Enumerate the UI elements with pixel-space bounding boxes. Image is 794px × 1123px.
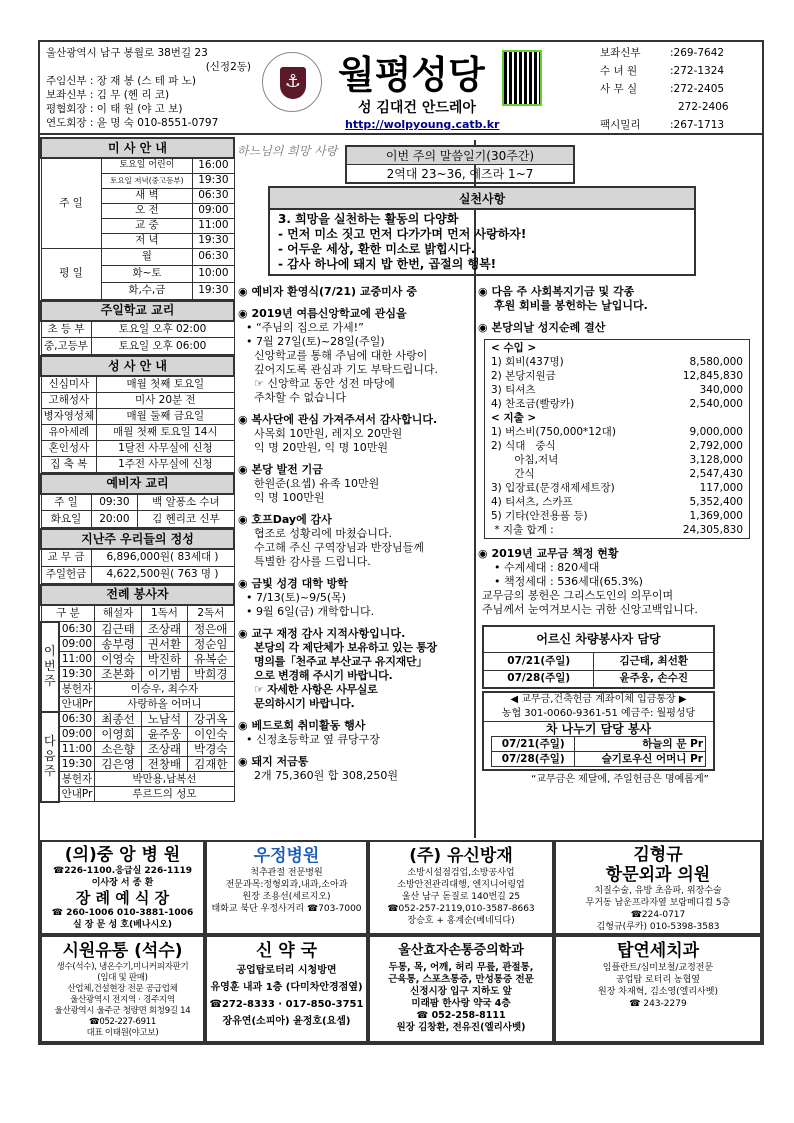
- notice-line: ☞ 자세한 사항은 사무실로: [254, 683, 378, 696]
- cell: 8,580,000: [689, 355, 743, 368]
- cell: * 지출 합계 :: [491, 523, 554, 536]
- notice-line: • 신정초등학교 옆 큐당구장: [246, 733, 380, 746]
- ad-line: (임대 및 판매): [97, 973, 148, 983]
- sunday-school-table: [40, 300, 235, 356]
- cell: 토요일 저녁(중고등부): [101, 173, 193, 188]
- ad-line: 이사장 서 종 환: [91, 878, 154, 888]
- cell: 저 녁: [101, 233, 193, 248]
- ad-line: 울산광역시 전지역 · 경주지역: [70, 995, 175, 1005]
- cell: 19:30: [193, 233, 234, 248]
- ad-name: 신 약 국: [255, 941, 318, 961]
- ad-line: ☎226-1100.응급실 226-1119: [53, 866, 192, 876]
- cell: 주일헌금: [41, 566, 91, 583]
- tithe-notice: [478, 547, 762, 617]
- church-logo: [262, 52, 322, 112]
- cell: 김근태, 최선환: [594, 652, 714, 670]
- practice-line: - 먼저 미소 짓고 먼저 다가가며 먼저 사랑하자!: [278, 227, 527, 241]
- practice-line: - 감사 하나에 돼지 밥 한번, 곱절의 행복!: [278, 257, 497, 271]
- ad-line: 산업체,건설현장 전문 공급업체: [67, 984, 178, 994]
- cell: 윤주웅: [141, 727, 187, 742]
- cell: 혼인성사: [41, 440, 97, 456]
- cell: 이승우, 최수자: [95, 682, 234, 697]
- header: [40, 42, 762, 135]
- cell: 신심미사: [41, 376, 97, 392]
- notice-line: 으로 변경해 주시기 바랍니다.: [254, 669, 393, 682]
- notice-item: [238, 307, 474, 405]
- word-box: [345, 145, 575, 184]
- ad-line: 소방안전관리대행, 엔지니어링업: [397, 880, 525, 890]
- notice-item: [238, 285, 474, 299]
- cell: 봉헌자: [59, 772, 95, 787]
- top-yonsei-dental-ad[interactable]: [554, 935, 762, 1043]
- kim-proctology-ad[interactable]: [554, 840, 762, 935]
- ad-line: 원장 조용선(세르지오): [242, 892, 331, 902]
- liturgy-table: [40, 584, 235, 803]
- jungang-hospital-ad[interactable]: [40, 840, 205, 935]
- notice-item: [238, 513, 474, 569]
- church-patron: 성 김대건 안드레아: [358, 100, 476, 116]
- cell: 김은영: [95, 757, 141, 772]
- welfare-notice: [478, 285, 762, 313]
- cell: 병자영성체: [41, 408, 97, 424]
- cell: 송부령: [95, 637, 141, 652]
- section-title: 어르신 차량봉사자 담당: [483, 626, 714, 652]
- offering-table: [40, 528, 235, 584]
- church-title: 월평성당: [338, 53, 485, 97]
- cell: 교 무 금: [41, 549, 91, 566]
- notice-title: ◉ 다음 주 사회복지기금 및 각종: [478, 285, 762, 299]
- cell: 2) 본당지원금: [491, 369, 556, 382]
- notice-item: [238, 627, 474, 711]
- cell: 16:00: [193, 158, 234, 173]
- cell: 유복순: [188, 652, 234, 667]
- ad-line: 치질수술, 유방 초음파, 위장수술: [594, 886, 722, 896]
- notice-line: • 7월 27일(토)~28일(주일): [246, 335, 385, 348]
- ad-name: 울산효자손통증의학과: [398, 943, 524, 958]
- cell: 117,000: [699, 481, 743, 494]
- cell: 토요일 어린이: [101, 158, 193, 173]
- cell: 아침,저녁: [491, 453, 559, 466]
- cell: 07/28(주일): [492, 752, 575, 767]
- cell: 2,547,430: [689, 467, 743, 480]
- cell: 사랑하올 어머니: [95, 697, 234, 712]
- ad-line: 유영훈 내과 1층 (다미차안경점옆): [210, 982, 363, 993]
- ad-line: ☎ 260-1006 010-3881-1006: [51, 908, 194, 918]
- ledger-heading: < 수입 >: [491, 341, 537, 354]
- ad-line: 근육통, 스포츠통증, 만성통증 전문: [388, 974, 534, 985]
- notices-column: [238, 285, 474, 791]
- ad-name-secondary: 장 례 예 식 장: [75, 889, 170, 907]
- row-label: 평 일: [41, 248, 101, 299]
- ad-name: (주) 유신방재: [409, 846, 513, 866]
- notice-line: 익 명 20만원, 익 명 10만원: [254, 441, 388, 454]
- notice-line: 한원준(요셉) 유족 10만원: [254, 477, 380, 490]
- cell: 전례 봉사자: [41, 585, 234, 605]
- cell: 09:30: [91, 494, 138, 511]
- yushin-fire-ad[interactable]: [368, 840, 554, 935]
- account-box: [482, 691, 715, 771]
- word-label: 이번 주의 말씀일기(30주간): [347, 147, 573, 165]
- woojung-hospital-ad[interactable]: [205, 840, 368, 935]
- notice-title: ◉ 돼지 저금통: [238, 755, 474, 769]
- ad-line: 임플란트/심미보철/교정전문: [602, 963, 714, 973]
- cell: 2독서: [188, 605, 234, 622]
- notice-line: 문의하시기 바랍니다.: [254, 697, 355, 710]
- cell: 토요일 오후 06:00: [91, 338, 234, 355]
- anchor-icon: ⚓: [280, 67, 306, 99]
- cell: 조상래: [141, 742, 187, 757]
- cell: 박희경: [188, 667, 234, 682]
- cell: 간식: [491, 467, 535, 480]
- notice-line: 특별한 감사를 드립니다.: [254, 555, 371, 568]
- cell: 19:30: [193, 173, 234, 188]
- cell: 고해성사: [41, 392, 97, 408]
- ad-name-secondary: 항문외과 의원: [605, 865, 711, 885]
- notice-line: 2개 75,360원 합 308,250원: [254, 769, 398, 782]
- cell: 3,128,000: [689, 453, 743, 466]
- notice-line: 깊어지도록 관심과 기도 부탁드립니다.: [254, 363, 439, 376]
- notice-line: • 7/13(토)~9/5(목): [246, 591, 347, 604]
- notice-line: • 9월 6일(금) 개학합니다.: [246, 605, 375, 618]
- ad-name: 김형규: [633, 845, 683, 865]
- cell: 김근태: [95, 622, 141, 637]
- cell: 매월 둘째 금요일: [97, 408, 234, 424]
- cell: 해설자: [95, 605, 141, 622]
- ad-line: ☎224-0717: [630, 910, 686, 920]
- notice-item: [238, 719, 474, 747]
- cell: 340,000: [699, 383, 743, 396]
- cell: 화요일: [41, 511, 91, 528]
- cell: 강귀옥: [188, 712, 234, 727]
- cell: 봉헌자: [59, 682, 95, 697]
- ad-name: 시원유통 (석수): [62, 941, 183, 961]
- section-title: 미 사 안 내: [41, 138, 234, 158]
- cell: 3) 티셔츠: [491, 383, 536, 396]
- cell: 윤주웅, 손수진: [594, 670, 714, 688]
- cell: 매월 첫째 토요일 14시: [97, 424, 234, 440]
- notice-line: 주차할 수 없습니다: [254, 391, 347, 404]
- cell: 정순임: [188, 637, 234, 652]
- cell: 4) 티셔츠, 스카프: [491, 495, 573, 508]
- cell: 미사 20분 전: [97, 392, 234, 408]
- ad-line: 공업탑 로터리 농협옆: [616, 975, 700, 985]
- ledger-heading: < 지출 >: [491, 411, 537, 424]
- notice-title: ◉ 예비자 환영식(7/21) 교중미사 중: [238, 285, 474, 299]
- phone-row: 보좌신부 : 269-7642: [600, 47, 725, 59]
- siwon-water-ad[interactable]: [40, 935, 205, 1043]
- pilgrimage-notice: [478, 321, 762, 539]
- cell: 권서환: [141, 637, 187, 652]
- ad-line: ☎ 052-258-8111: [416, 1010, 506, 1021]
- ad-line: 원장 김창환, 전유진(엘리사벳): [396, 1022, 526, 1033]
- ad-line: 무거동 남운프라자옆 보람메디컬 5층: [585, 898, 731, 908]
- cell: 11:00: [59, 652, 95, 667]
- ad-line: 장유연(소피아) 윤정호(요셉): [222, 1016, 351, 1027]
- staff-line: 주임신부 : 장 재 봉 (스 테 파 노): [46, 75, 197, 87]
- ad-line: ☎272-8333 · 017-850-3751: [209, 999, 364, 1010]
- phone-row: 272-2406: [678, 101, 729, 113]
- cell: 이기범: [141, 667, 187, 682]
- sacraments-table: [40, 355, 235, 473]
- cell: 새 벽: [101, 188, 193, 203]
- phone-list: [600, 44, 760, 134]
- cell: 12,845,830: [682, 369, 743, 382]
- cell: 2) 식대 중식: [491, 439, 556, 452]
- notice-line: • 수계세대 : 820세대: [494, 561, 600, 574]
- ad-line: 울산 남구 돋질로 140번길 25: [401, 892, 521, 902]
- elder-car-table: [482, 625, 715, 689]
- ad-line: 태화교 북단 우정사거리 ☎703-7000: [211, 904, 362, 914]
- cell: 박만용,남복선: [95, 772, 234, 787]
- ad-line: 김형규(루카) 010-5398-3583: [596, 922, 720, 932]
- cell: 정은애: [188, 622, 234, 637]
- cell: 4) 찬조금(빨랑카): [491, 397, 575, 410]
- cell: 1독서: [141, 605, 187, 622]
- practice-line: - 어두운 세상, 환한 미소로 밝힙시다.: [278, 242, 476, 256]
- tea-table: [491, 736, 706, 767]
- notice-item: [238, 577, 474, 619]
- ad-name: (의)중 앙 병 원: [64, 845, 181, 865]
- notice-line: • 책정세대 : 536세대(65.3%): [494, 575, 643, 588]
- address-line: (신정2동): [205, 61, 251, 73]
- ad-line: 실 장 문 성 호(베나시오): [72, 920, 172, 930]
- hyojason-pain-clinic-ad[interactable]: [368, 935, 554, 1043]
- cell: 09:00: [59, 727, 95, 742]
- ad-line: 공업탑로터리 시청방면: [236, 965, 337, 976]
- cell: 6,896,000원( 83세대 ): [91, 549, 234, 566]
- cell: 이인숙: [188, 727, 234, 742]
- cell: 이영희: [95, 727, 141, 742]
- shin-pharmacy-ad[interactable]: [205, 935, 368, 1043]
- notice-line: 수고해 주신 구역장님과 반장님들께: [254, 541, 424, 554]
- offering-motto: “교무금은 제달에, 주일헌금은 명예롭게”: [531, 774, 709, 785]
- ad-line: ☎052-257-2119,010-3587-8663: [387, 904, 535, 914]
- cell: 10:00: [193, 265, 234, 282]
- notice-title: ◉ 2019년 교무금 책정 현황: [478, 547, 762, 561]
- website-link[interactable]: http://wolpyoung.catb.kr: [345, 118, 500, 131]
- cell: 조상래: [141, 622, 187, 637]
- tea-title: 차 나누기 담당 봉사: [545, 722, 652, 736]
- cell: 5) 기타(안전용품 등): [491, 509, 588, 522]
- staff-line: 연도회장 : 윤 명 숙 010-8551-0797: [46, 117, 219, 129]
- cell: 06:30: [59, 622, 95, 637]
- cell: 1) 버스비(750,000*12대): [491, 425, 616, 438]
- practice-box: [268, 186, 696, 276]
- practice-lines: [270, 210, 694, 274]
- cell: 주 일: [41, 494, 91, 511]
- account-title: ◀ 교무금,건축헌금 계좌이체 입금통장 ▶: [510, 694, 687, 705]
- cell: 오 전: [101, 203, 193, 218]
- ad-line: 대표 이태원(야고보): [86, 1028, 159, 1038]
- cell: 07/28(주일): [483, 670, 594, 688]
- ad-line: ☎052-227-6911: [89, 1017, 156, 1027]
- cell: 19:30: [59, 667, 95, 682]
- word-text: 2역대 23~36, 에즈라 1~7: [386, 167, 534, 181]
- notice-title: ◉ 베드로회 취미활동 행사: [238, 719, 474, 733]
- notice-item: [238, 413, 474, 455]
- ad-line: 생수(석수), 냉온수기,미니커피자판기: [56, 962, 189, 972]
- cell: 조본화: [95, 667, 141, 682]
- notice-title: ◉ 본당의날 성지순례 결산: [478, 321, 762, 335]
- notice-item: [238, 463, 474, 505]
- cell: 매월 첫째 토요일: [97, 376, 234, 392]
- cell: 이영숙: [95, 652, 141, 667]
- cell: 1,369,000: [689, 509, 743, 522]
- cell: 19:30: [59, 757, 95, 772]
- cell: 06:30: [193, 188, 234, 203]
- cell: 11:00: [59, 742, 95, 757]
- cell: 최종선: [95, 712, 141, 727]
- cell: 박진하: [141, 652, 187, 667]
- cell: 1) 회비(437명): [491, 355, 564, 368]
- notice-item: [238, 755, 474, 783]
- cell: 07/21(주일): [483, 652, 594, 670]
- phone-row: 팩시밀리 : 267-1713: [600, 119, 725, 131]
- notice-line: 주님께서 눈여겨보시는 귀한 신앙고백입니다.: [482, 603, 698, 616]
- cell: 19:30: [193, 282, 234, 299]
- left-column: [40, 137, 235, 803]
- hope-decoration: 하느님의 희망 사랑: [237, 144, 338, 158]
- staff-line: 평협회장 : 이 태 원 (야 고 보): [46, 103, 183, 115]
- cell: 구 분: [41, 605, 95, 622]
- cell: 09:00: [59, 637, 95, 652]
- ad-line: 미래팜 한사랑 약국 4층: [411, 998, 511, 1009]
- notice-line: 교무금의 봉헌은 그리스도인의 의무이며: [482, 589, 674, 602]
- cell: 3) 입장료(문경새제세트장): [491, 481, 615, 494]
- cell: 소은향: [95, 742, 141, 757]
- cell: 화,수,금: [101, 282, 193, 299]
- ad-line: ☎ 243-2279: [629, 999, 687, 1009]
- qr-code-icon[interactable]: [502, 50, 542, 106]
- notice-title: ◉ 복사단에 관심 가져주셔서 감사합니다.: [238, 413, 474, 427]
- cell: 루르드의 성모: [95, 787, 234, 802]
- pilgrimage-ledger: [484, 339, 750, 539]
- notice-title: ◉ 2019년 여름신앙학교에 관심을: [238, 307, 474, 321]
- cell: 이번주: [41, 622, 59, 712]
- mass-schedule-table: [40, 137, 235, 300]
- notice-line: 신앙학교를 통해 주님에 대한 사랑이: [254, 349, 428, 362]
- cell: 김 헨리코 신부: [138, 511, 234, 528]
- cell: 09:00: [193, 203, 234, 218]
- cell: 집 축 복: [41, 456, 97, 472]
- cell: 9,000,000: [689, 425, 743, 438]
- notice-line: 협조로 성황리에 마쳤습니다.: [254, 527, 393, 540]
- cell: 유아세례: [41, 424, 97, 440]
- cell: 06:30: [59, 712, 95, 727]
- catechumen-table: [40, 473, 235, 529]
- cell: 2,540,000: [689, 397, 743, 410]
- address-block: [46, 46, 251, 130]
- ad-line: 장승호 + 홍계순(베네딕다): [407, 916, 515, 926]
- notice-line: 후원 회비를 봉헌하는 날입니다.: [494, 299, 648, 312]
- cell: 안내Pr: [59, 787, 95, 802]
- cell: 성 사 안 내: [41, 356, 234, 376]
- staff-line: 보좌신부 : 김 무 (헨 리 코): [46, 89, 170, 101]
- ad-line: 원장 차재혁, 김소영(엘리사벳): [598, 987, 718, 997]
- cell: 박경숙: [188, 742, 234, 757]
- cell: 전창배: [141, 757, 187, 772]
- notice-title: ◉ 호프Day에 감사: [238, 513, 474, 527]
- cell: 24,305,830: [682, 523, 743, 536]
- notice-line: ☞ 신앙학교 동안 성전 마당에: [254, 377, 395, 390]
- section-title: 지난주 우리들의 정성: [41, 529, 234, 549]
- cell: 11:00: [193, 218, 234, 233]
- ad-line: 척추관절 전문병원: [250, 868, 323, 878]
- row-label: 주 일: [41, 158, 101, 248]
- cell: 4,622,500원( 763 명 ): [91, 566, 234, 583]
- cell: 안내Pr: [59, 697, 95, 712]
- notice-title: ◉ 교구 재정 감사 지적사항입니다.: [238, 627, 474, 641]
- practice-title: 실천사항: [270, 188, 694, 210]
- section-title: 예비자 교리: [41, 474, 234, 494]
- phone-row: 수 녀 원 : 272-1324: [600, 65, 725, 77]
- ad-line: 전문과목:정형외과,내과,소아과: [225, 880, 348, 890]
- ad-line: 두통, 목, 어깨, 허리 무릎, 관절통,: [388, 962, 534, 973]
- address-line: 울산광역시 남구 봉월로 38번길 23: [46, 47, 208, 59]
- notice-line: 사목회 10만원, 레지오 20만원: [254, 427, 403, 440]
- cell: 슬기로우신 어머니 Pr: [575, 752, 706, 767]
- cell: 중,고등부: [41, 338, 91, 355]
- ad-name: 탑연세치과: [616, 941, 700, 961]
- account-number[interactable]: 농협 301-0060-9361-51 예금주: 월평성당: [484, 707, 713, 722]
- cell: 노남석: [141, 712, 187, 727]
- cell: 김재한: [188, 757, 234, 772]
- cell: 교 중: [101, 218, 193, 233]
- right-column: [478, 285, 762, 787]
- cell: 2,792,000: [689, 439, 743, 452]
- cell: 1주전 사무실에 신청: [97, 456, 234, 472]
- notice-line: 본당의 각 제단체가 보유하고 있는 통장: [254, 641, 437, 654]
- phone-row: 사 무 실 : 272-2405: [600, 83, 725, 95]
- cell: 다음주: [41, 712, 59, 802]
- cell: 화~토: [101, 265, 193, 282]
- cell: 06:30: [193, 248, 234, 265]
- section-title: 주일학교 교리: [41, 301, 234, 321]
- cell: 07/21(주일): [492, 737, 575, 752]
- ad-line: 신정시장 입구 지하도 앞: [410, 986, 512, 997]
- practice-line: 3. 희망을 실천하는 활동의 다양화: [278, 212, 459, 226]
- notice-line: 익 명 100만원: [254, 491, 325, 504]
- cell: 백 알퐁소 수녀: [138, 494, 234, 511]
- notice-line: • “주님의 집으로 가세!”: [246, 321, 364, 334]
- cell: 20:00: [91, 511, 138, 528]
- ad-line: 소방시설점검업,소방공사업: [407, 868, 515, 878]
- ad-line: 울산광역시 울주군 청량면 회청9길 14: [54, 1006, 191, 1016]
- cell: 월: [101, 248, 193, 265]
- notice-title: ◉ 금빛 성경 대학 방학: [238, 577, 474, 591]
- notice-title: ◉ 본당 발전 기금: [238, 463, 474, 477]
- cell: 토요일 오후 02:00: [91, 321, 234, 338]
- notice-line: 명의를「천주교 부산교구 유지재단」: [254, 655, 428, 668]
- cell: 1달전 사무실에 신청: [97, 440, 234, 456]
- ad-name: 우정병원: [253, 846, 320, 866]
- cell: 하늘의 문 Pr: [575, 737, 706, 752]
- cell: 초 등 부: [41, 321, 91, 338]
- cell: 5,352,400: [689, 495, 743, 508]
